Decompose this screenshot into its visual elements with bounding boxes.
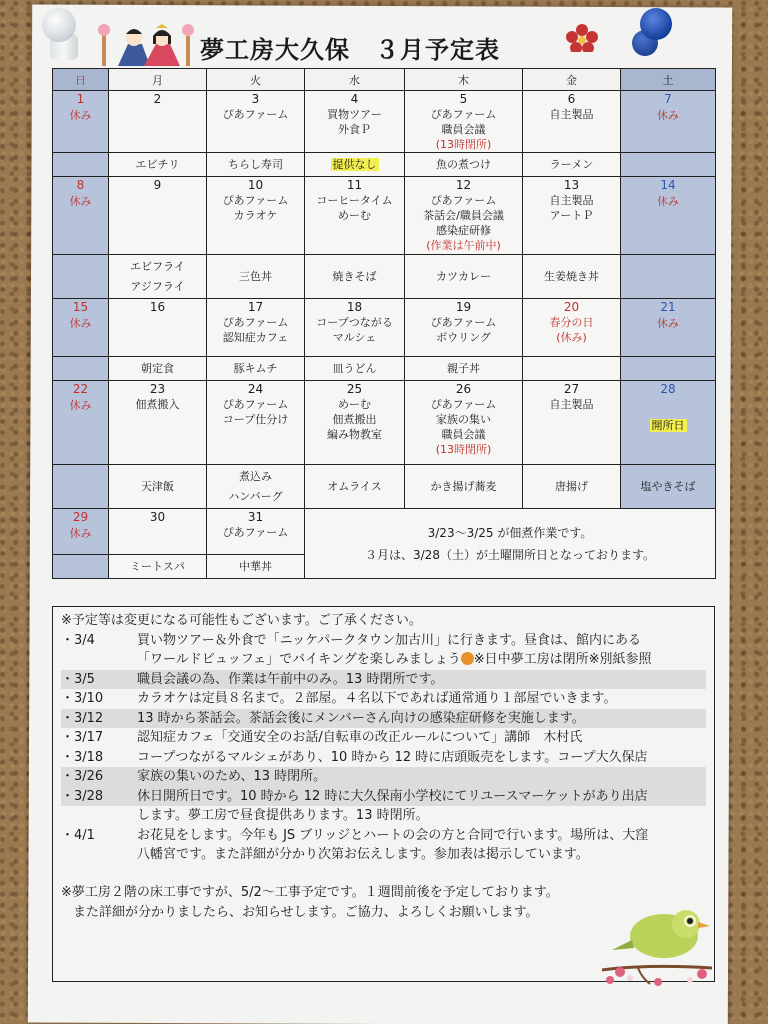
- day-number: 24: [247, 382, 264, 396]
- day-cell-thu: [405, 299, 523, 357]
- day-number: 26: [455, 382, 472, 396]
- event-text: ボウリング: [436, 331, 491, 344]
- day-cell-wed: [305, 91, 405, 153]
- day-cell-mon: [109, 509, 207, 555]
- event-text: ぴあファーム: [430, 398, 497, 411]
- meal-cell-sat: [621, 153, 716, 177]
- event-text: ぴあファーム: [430, 316, 497, 329]
- note-text: 13 時から茶話会。茶話会後にメンバーさん向けの感染症研修を実施します。: [137, 709, 706, 729]
- event-text: コープ仕分け: [222, 413, 289, 426]
- day-cell-mon: [109, 177, 207, 255]
- event-text: ぴあファーム: [222, 194, 289, 207]
- note-date: ・3/4: [61, 632, 95, 648]
- day-number: 4: [350, 92, 359, 106]
- meal-cell-sun: [53, 153, 109, 177]
- event-text: 買物ツアー: [327, 108, 382, 121]
- tsukudani-note: 3/23～3/25 が佃煮作業です。: [427, 525, 593, 540]
- meal-text: ハンバーグ: [228, 489, 283, 503]
- meal-text: アジフライ: [130, 279, 185, 293]
- day-cell-fri: [523, 381, 621, 465]
- day-cell-sun: [53, 91, 109, 153]
- note-date: ・4/1: [61, 827, 95, 843]
- note-text-continued: 八幡宮です。また詳細が分かり次第お伝えします。参加表は掲示しています。: [137, 847, 589, 862]
- footer-line: ※夢工房２階の床工事ですが、5/2～工事予定です。１週間前後を予定しております。: [61, 884, 559, 900]
- page-title: 夢工房大久保 ３月予定表: [200, 36, 500, 64]
- day-number: 30: [149, 510, 166, 524]
- smiley-icon: [461, 652, 474, 665]
- day-number: 23: [149, 382, 166, 396]
- day-number: 7: [664, 92, 672, 106]
- holiday-label: 休み: [657, 109, 679, 122]
- meal-cell-mon: エビチリ: [109, 153, 207, 177]
- day-number: 29: [72, 510, 89, 524]
- weekday-sat: 土: [621, 69, 716, 91]
- day-number: 15: [72, 300, 89, 314]
- event-text: めーむ: [338, 398, 371, 411]
- holiday-label: 休み: [69, 527, 92, 540]
- day-cell-thu: [405, 177, 523, 255]
- holiday-label: 休み: [657, 195, 679, 208]
- closing-note: (13時閉所): [435, 138, 492, 151]
- note-item-3-4: [61, 631, 706, 651]
- note-item-3-26: [61, 767, 706, 787]
- note-item-3-18: [61, 748, 706, 768]
- weekday-header-row: [53, 69, 716, 91]
- calendar-table: [52, 68, 716, 579]
- day-number: 17: [247, 300, 264, 314]
- day-number: 6: [567, 92, 576, 106]
- meal-cell-wed: 皿うどん: [305, 357, 405, 381]
- day-number: 12: [455, 178, 472, 192]
- day-number: 13: [563, 178, 580, 192]
- day-number: 5: [459, 92, 468, 106]
- meal-cell-sat: [621, 357, 716, 381]
- note-text: 「ワールドビュッフェ」でバイキングを楽しみましょう: [137, 652, 461, 667]
- note-text: 休日開所日です。10 時から 12 時に大久保南小学校にてリユースマーケットがあり出店: [137, 787, 706, 807]
- note-text: 家族の集いのため、13 時閉所。: [137, 767, 706, 787]
- day-cell-sun: [53, 177, 109, 255]
- event-text: 職員会議: [441, 428, 486, 441]
- meal-cell-sat: [621, 255, 716, 299]
- meal-cell-tue: ちらし寿司: [207, 153, 305, 177]
- meal-text: 煮込み: [239, 469, 272, 483]
- event-text: 自主製品: [549, 108, 594, 121]
- note-item-3-28: [61, 787, 706, 807]
- event-text: ぴあファーム: [430, 108, 497, 121]
- note-text: コープつながるマルシェがあり、10 時から 12 時に店頭販売をします。コープ大久保店: [137, 749, 648, 765]
- holiday-name: 春分の日: [549, 316, 594, 329]
- meal-cell-sun: [53, 465, 109, 509]
- note-text: 認知症カフェ「交通安全のお話/自転車の改正ルールについて」講師 木村氏: [137, 730, 583, 745]
- holiday-label: 休み: [657, 317, 679, 330]
- note-text: 職員会議の為、作業は午前中のみ。13 時閉所です。: [137, 670, 706, 690]
- meal-cell-mon: [109, 255, 207, 299]
- note-item-4-1: [61, 826, 706, 846]
- meal-cell-tue: [207, 465, 305, 509]
- day-cell-sat: [621, 381, 716, 465]
- event-text: 自主製品: [549, 194, 594, 207]
- holiday-label: 休み: [69, 399, 92, 412]
- day-cell-wed: [305, 381, 405, 465]
- meal-cell-thu: カツカレー: [405, 255, 523, 299]
- day-cell-tue: [207, 91, 305, 153]
- day-number: 2: [153, 92, 162, 106]
- meal-cell-mon: 天津飯: [109, 465, 207, 509]
- footer-line: また詳細が分かりましたら、お知らせします。ご協力、よろしくお願いします。: [73, 904, 539, 920]
- closing-note: (13時閉所): [435, 443, 492, 456]
- meal-cell-fri: 生姜焼き丼: [523, 255, 621, 299]
- weekday-sun: 日: [53, 69, 109, 91]
- note-item-3-10: [61, 689, 706, 709]
- day-number: 10: [247, 178, 264, 192]
- day-cell-tue: [207, 299, 305, 357]
- no-meal-highlight: 提供なし: [332, 157, 377, 171]
- day-number: 21: [660, 300, 676, 314]
- day-number: 22: [72, 382, 89, 396]
- day-cell-sat: [621, 177, 716, 255]
- note-item-3-12: [61, 709, 706, 729]
- holiday-label: 休み: [69, 195, 92, 208]
- meal-cell-thu: 魚の煮つけ: [405, 153, 523, 177]
- day-cell-thu: [405, 381, 523, 465]
- day-cell-mon: [109, 91, 207, 153]
- closing-note: (作業は午前中): [426, 239, 501, 252]
- event-text: 佃煮搬入: [135, 398, 180, 411]
- day-cell-wed: [305, 299, 405, 357]
- note-date: ・3/28: [61, 787, 137, 807]
- weekday-mon: 月: [109, 69, 207, 91]
- day-number: 8: [76, 178, 85, 192]
- day-number: 3: [251, 92, 260, 106]
- day-cell-mon: [109, 299, 207, 357]
- meal-cell-wed: オムライス: [305, 465, 405, 509]
- event-text: めーむ: [338, 209, 371, 222]
- notes-intro: ※予定等は変更になる可能性もございます。ご了承ください。: [61, 613, 422, 628]
- day-cell-tue: [207, 177, 305, 255]
- day-number: 25: [346, 382, 363, 396]
- event-text: 茶話会/職員会議: [423, 209, 504, 222]
- meal-cell-sun: [53, 555, 109, 579]
- holiday-note: (休み): [556, 331, 587, 344]
- week2-events-row: [53, 177, 716, 255]
- week5-events-row: [53, 509, 716, 555]
- holiday-label: 休み: [69, 109, 92, 122]
- event-text: 佃煮搬出: [332, 413, 377, 426]
- meal-cell-fri: ラーメン: [523, 153, 621, 177]
- meal-cell-wed: [305, 153, 405, 177]
- bird-on-branch-icon: [598, 906, 716, 990]
- day-cell-fri: [523, 91, 621, 153]
- meal-cell-mon: 朝定食: [109, 357, 207, 381]
- event-text: 外食Ｐ: [338, 123, 371, 136]
- holiday-label: 休み: [69, 317, 92, 330]
- day-number: 31: [247, 510, 264, 524]
- day-cell-fri: [523, 177, 621, 255]
- day-cell-sun: [53, 299, 109, 357]
- meal-text: エビフライ: [130, 259, 185, 273]
- note-text: ※日中夢工房は閉所※別紙参照: [473, 652, 652, 667]
- event-text: ぴあファーム: [222, 108, 289, 121]
- event-text: 家族の集い: [436, 413, 491, 426]
- note-date: ・3/5: [61, 670, 137, 690]
- weekday-thu: 木: [405, 69, 523, 91]
- day-number: 11: [346, 178, 363, 192]
- event-text: アートＰ: [549, 209, 594, 222]
- meal-cell-thu: かき揚げ蕎麦: [405, 465, 523, 509]
- meal-cell-fri: 唐揚げ: [523, 465, 621, 509]
- saturday-open-note: ３月は、3/28（土）が土曜開所日となっております。: [365, 547, 655, 562]
- event-text: ぴあファーム: [222, 398, 289, 411]
- note-item-3-5: [61, 670, 706, 690]
- meal-cell-sun: [53, 255, 109, 299]
- event-text: 自主製品: [549, 398, 594, 411]
- day-cell-fri: [523, 299, 621, 357]
- event-text: マルシェ: [332, 331, 377, 344]
- clear-pushpin-icon: [42, 8, 76, 42]
- meal-cell-fri: [523, 357, 621, 381]
- day-cell-sat: [621, 91, 716, 153]
- event-text: 認知症カフェ: [222, 331, 289, 344]
- note-text: 買い物ツアー＆外食で「ニッケパークタウン加古川」に行きます。昼食は、館内にある: [137, 632, 642, 648]
- day-cell-sat: [621, 299, 716, 357]
- note-date: ・3/10: [61, 691, 104, 706]
- week1-meals-row: [53, 153, 716, 177]
- event-text: ぴあファーム: [222, 316, 289, 329]
- event-text: コーヒータイム: [316, 194, 393, 207]
- meal-cell-wed: 焼きそば: [305, 255, 405, 299]
- meal-cell-mon: ミートスパ: [109, 555, 207, 579]
- event-text: コープつながる: [316, 316, 393, 329]
- blue-pushpin-icon: [640, 8, 672, 40]
- note-item-3-17: [61, 728, 706, 748]
- day-cell-mon: [109, 381, 207, 465]
- day-cell-tue: [207, 381, 305, 465]
- note-text-continued: します。夢工房で昼食提供あります。13 時閉所。: [137, 808, 429, 823]
- meal-cell-tue: 三色丼: [207, 255, 305, 299]
- day-number: 14: [660, 178, 676, 192]
- meal-cell-sat: 塩やきそば: [621, 465, 716, 509]
- day-number: 9: [153, 178, 162, 192]
- meal-cell-tue: 豚キムチ: [207, 357, 305, 381]
- day-number: 1: [76, 92, 85, 106]
- event-text: 編み物教室: [327, 428, 382, 441]
- event-text: 感染症研修: [436, 224, 491, 237]
- week2-meals-row: [53, 255, 716, 299]
- day-number: 16: [149, 300, 166, 314]
- day-number: 27: [563, 382, 580, 396]
- day-cell-thu: [405, 91, 523, 153]
- week4-events-row: [53, 381, 716, 465]
- note-text-continued: [61, 650, 706, 670]
- day-cell-sun: [53, 381, 109, 465]
- week3-meals-row: [53, 357, 716, 381]
- day-cell-sun: [53, 509, 109, 555]
- week3-events-row: [53, 299, 716, 357]
- weekday-tue: 火: [207, 69, 305, 91]
- note-text: お花見をします。今年も JS ブリッジとハートの会の方と合同で行います。場所は、大窪: [137, 827, 649, 843]
- note-date: ・3/12: [61, 709, 137, 729]
- note-date: ・3/26: [61, 767, 137, 787]
- month-notes-box: [305, 509, 716, 579]
- day-number: 28: [660, 382, 676, 396]
- meal-cell-thu: 親子丼: [405, 357, 523, 381]
- weekday-fri: 金: [523, 69, 621, 91]
- note-text: カラオケは定員８名まで。２部屋。４名以下であれば通常通り１部屋でいきます。: [137, 691, 617, 706]
- day-cell-wed: [305, 177, 405, 255]
- open-day-highlight: 開所日: [651, 419, 685, 432]
- note-date: ・3/18: [61, 749, 104, 765]
- meal-cell-sun: [53, 357, 109, 381]
- day-number: 20: [563, 300, 580, 314]
- hina-dolls-icon: [94, 20, 198, 68]
- event-text: カラオケ: [233, 209, 278, 222]
- note-date: ・3/17: [61, 730, 104, 745]
- day-cell-tue: [207, 509, 305, 555]
- event-text: 職員会議: [441, 123, 486, 136]
- event-text: ぴあファーム: [222, 526, 289, 539]
- weekday-wed: 水: [305, 69, 405, 91]
- event-text: ぴあファーム: [430, 194, 497, 207]
- day-number: 18: [346, 300, 363, 314]
- day-number: 19: [455, 300, 472, 314]
- week1-events-row: [53, 91, 716, 153]
- meal-cell-tue: 中華丼: [207, 555, 305, 579]
- week4-meals-row: [53, 465, 716, 509]
